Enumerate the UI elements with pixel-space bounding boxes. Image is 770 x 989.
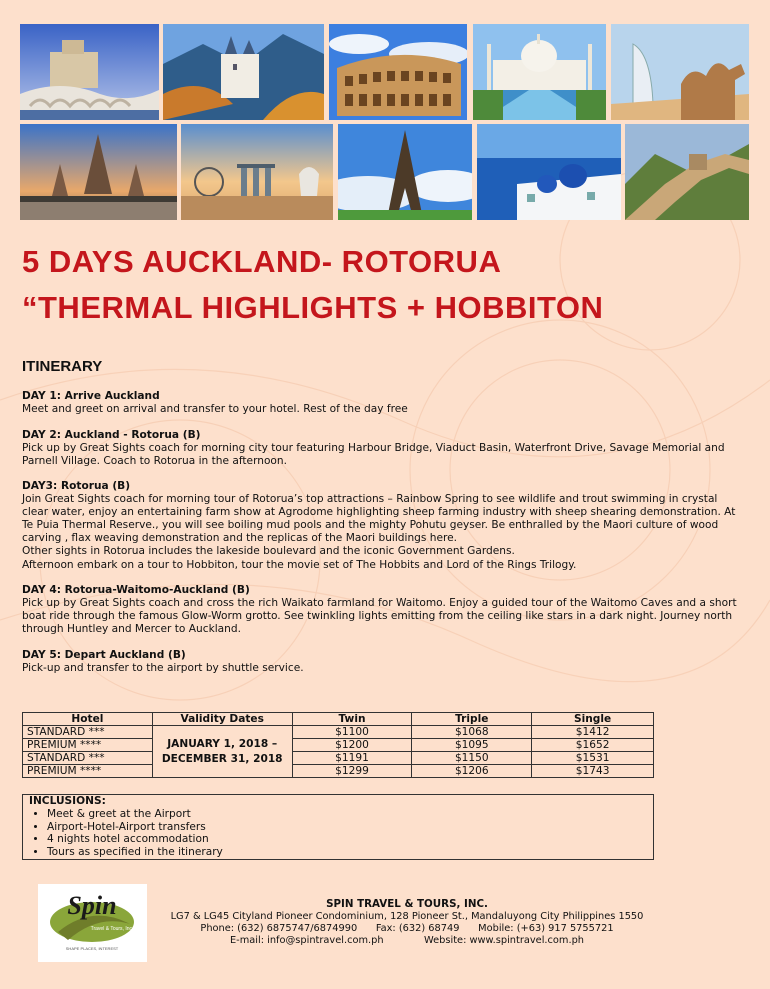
day-1 — [22, 390, 744, 416]
day-2 — [22, 429, 744, 468]
rates-table — [22, 712, 654, 778]
header-triple: Triple — [412, 713, 532, 726]
table-row — [23, 726, 654, 739]
twin-cell: $1299 — [292, 765, 412, 778]
tour-title-line-1: 5 DAYS AUCKLAND- ROTORUA — [22, 244, 502, 279]
day-4 — [22, 584, 744, 636]
santorini-photo — [477, 124, 621, 220]
validity-start: JANUARY 1, 2018 – — [167, 737, 278, 750]
header-hotel: Hotel — [23, 713, 153, 726]
triple-cell: $1068 — [412, 726, 532, 739]
single-cell: $1531 — [532, 752, 654, 765]
great-wall-photo — [625, 124, 749, 220]
hotel-cell: STANDARD *** — [23, 752, 153, 765]
triple-cell: $1095 — [412, 739, 532, 752]
online-contacts — [165, 935, 649, 947]
inclusions-box — [22, 794, 654, 860]
list-item: • 4 nights hotel accommodation — [47, 833, 653, 846]
rome-castle-photo — [20, 24, 159, 120]
logo-sub: Travel & Tours, Inc. — [90, 926, 134, 932]
day-3 — [22, 480, 744, 572]
day-3-text-3: Afternoon embark on a tour to Hobbiton, tour the movie set of The Hobbits and Lord of the Rings Trilogy. — [22, 558, 577, 571]
day-5-title: DAY 5: Depart Auckland (B) — [22, 649, 186, 661]
triple-cell: $1150 — [412, 752, 532, 765]
day-5 — [22, 649, 744, 675]
hotel-cell: PREMIUM **** — [23, 765, 153, 778]
table-row — [23, 765, 654, 778]
contact-numbers — [165, 923, 649, 935]
day-1-text: Meet and greet on arrival and transfer to your hotel. Rest of the day free — [22, 403, 408, 416]
neuschwanstein-photo — [163, 24, 324, 120]
dubai-camel-photo — [611, 24, 749, 120]
rates-header-row — [23, 713, 654, 726]
twin-cell: $1191 — [292, 752, 412, 765]
single-cell: $1743 — [532, 765, 654, 778]
logo-tagline: SHAPE PLACES, INTEREST — [65, 946, 119, 951]
itinerary-heading: ITINERARY — [22, 358, 103, 375]
hotel-cell: PREMIUM **** — [23, 739, 153, 752]
fax-number: Fax: (632) 68749 — [375, 922, 460, 934]
day-2-text: Pick up by Great Sights coach for morning city tour featuring Harbour Bridge, Viaduct Basin, Waterfront Drive, Savage Memorial and Parnell Village. Coach to Rotorua in the afternoon. — [22, 442, 725, 468]
colosseum-photo — [329, 24, 467, 120]
validity-cell — [152, 726, 292, 778]
header-twin: Twin — [292, 713, 412, 726]
email-link[interactable]: E-mail: info@spintravel.com.ph — [229, 934, 384, 946]
website-link[interactable]: Website: www.spintravel.com.ph — [424, 934, 585, 946]
day-4-title: DAY 4: Rotorua-Waitomo-Auckland (B) — [22, 584, 250, 596]
single-cell: $1412 — [532, 726, 654, 739]
header-validity: Validity Dates — [152, 713, 292, 726]
header-single: Single — [532, 713, 654, 726]
single-cell: $1652 — [532, 739, 654, 752]
list-item: • Tours as specified in the itinerary — [47, 846, 653, 859]
company-address: LG7 & LG45 Cityland Pioneer Condominium, 128 Pioneer St., Mandaluyong City Philippines 1550 — [170, 910, 644, 922]
day-1-title: DAY 1: Arrive Auckland — [22, 390, 160, 402]
singapore-merlion-photo — [181, 124, 333, 220]
phone-number: Phone: (632) 6875747/6874990 — [200, 922, 358, 934]
company-footer — [165, 899, 649, 947]
day-3-text-2: Other sights in Rotorua includes the lakeside boulevard and the iconic Government Gardens. — [22, 545, 515, 558]
bangkok-temple-photo — [20, 124, 177, 220]
table-row — [23, 739, 654, 752]
eiffel-tower-photo — [338, 124, 472, 220]
day-5-text: Pick-up and transfer to the airport by shuttle service. — [22, 662, 304, 675]
day-4-text: Pick up by Great Sights coach and cross the rich Waikato farmland for Waitomo. Enjoy a guided tour of the Waitomo Caves and a short boat ride through the famous Glow-Worm grotto. See twinkling lights emitting from the ceiling like stars in a dark night. Journey north through Huntley and Mercer to Auckland. — [22, 597, 737, 636]
hotel-cell: STANDARD *** — [23, 726, 153, 739]
taj-mahal-photo — [473, 24, 606, 120]
twin-cell: $1200 — [292, 739, 412, 752]
list-item: • Airport-Hotel-Airport transfers — [47, 821, 653, 834]
inclusions-list — [23, 808, 653, 859]
triple-cell: $1206 — [412, 765, 532, 778]
list-item: • Meet & greet at the Airport — [47, 808, 653, 821]
company-name: SPIN TRAVEL & TOURS, INC. — [326, 898, 488, 910]
inclusions-heading: INCLUSIONS: — [29, 795, 106, 807]
twin-cell: $1100 — [292, 726, 412, 739]
table-row — [23, 752, 654, 765]
spin-logo — [38, 884, 147, 962]
day-3-title: DAY3: Rotorua (B) — [22, 480, 131, 492]
day-3-text: Join Great Sights coach for morning tour of Rotorua’s top attractions – Rainbow Spring to see wildlife and trout swimming in crystal clear water, enjoy an entertaining farm show at Agrodome highlighting sheep farming industry with sheep shearing demonstration. At Te Puia Thermal Reserve., you will see boiling mud pools and the mighty Pohutu geyser. Be enthralled by the Maori culture of wood carving , flax weaving demonstration and the replicas of the Maori buildings here. — [22, 493, 736, 545]
validity-end: DECEMBER 31, 2018 — [161, 752, 283, 765]
logo-word: Spin — [67, 891, 117, 920]
mobile-number: Mobile: (+63) 917 5755721 — [478, 922, 614, 934]
tour-title-line-2: “THERMAL HIGHLIGHTS + HOBBITON — [22, 290, 604, 325]
day-2-title: DAY 2: Auckland - Rotorua (B) — [22, 429, 201, 441]
